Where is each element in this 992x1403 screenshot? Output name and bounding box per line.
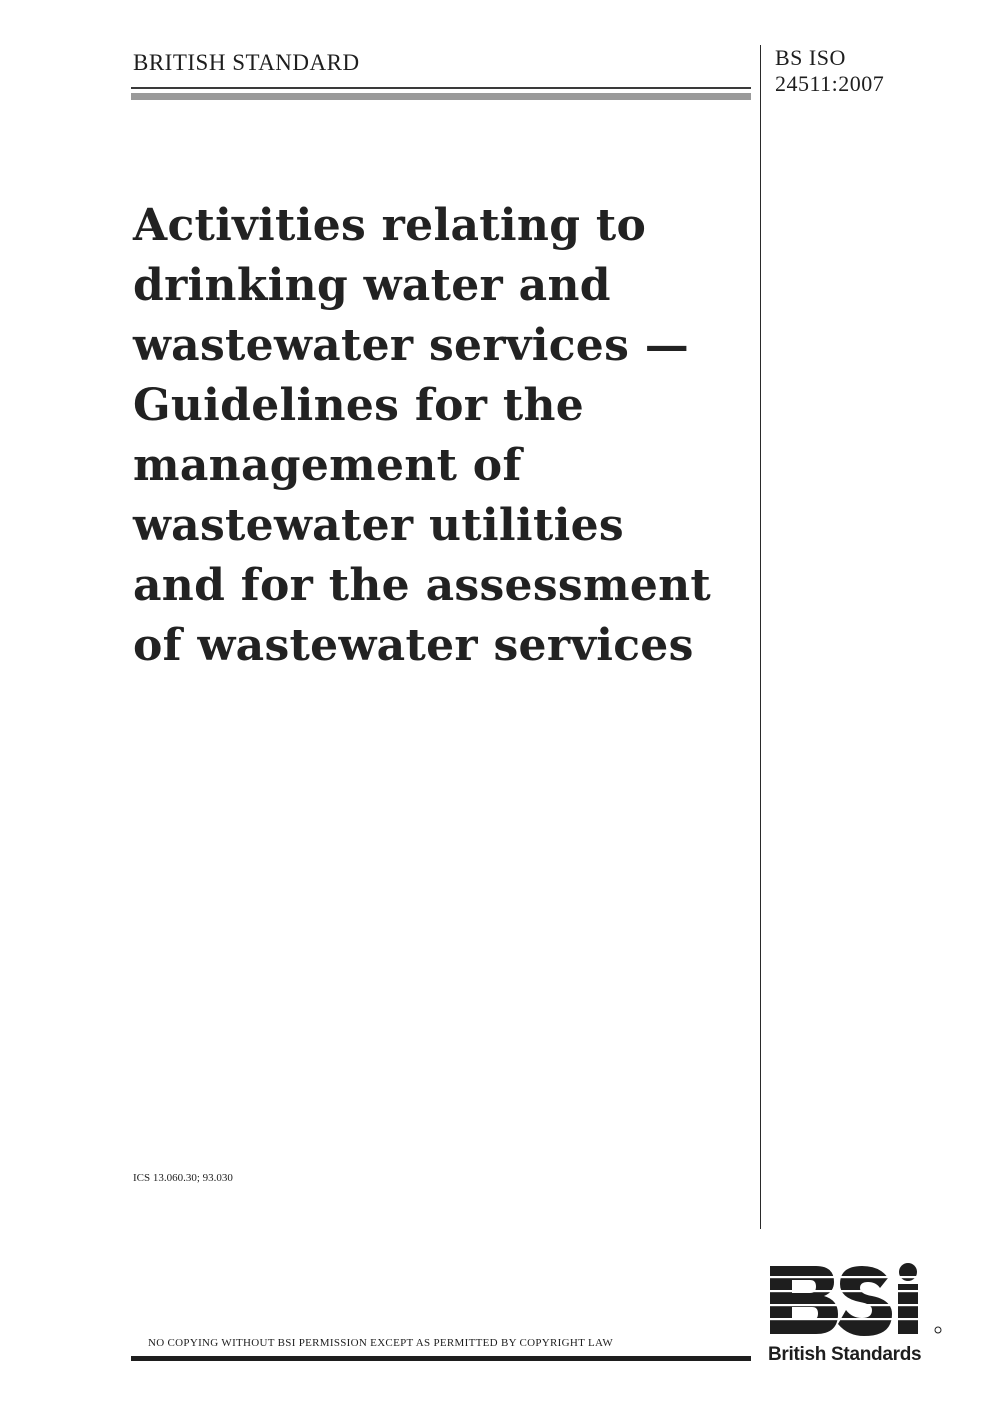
title-line: Guidelines for the	[133, 380, 585, 431]
standard-number	[775, 45, 884, 97]
document-title	[133, 196, 758, 676]
standard-number-line-2: 24511:2007	[775, 71, 885, 96]
header-rule-thick	[131, 93, 751, 100]
title-line: of wastewater services	[133, 620, 694, 671]
title-line: drinking water and	[133, 260, 611, 311]
ics-code: ICS 13.060.30; 93.030	[133, 1172, 233, 1184]
title-line: wastewater services —	[133, 320, 690, 371]
logo-caption: British Standards	[768, 1344, 922, 1365]
title-line: Activities relating to	[133, 200, 647, 251]
copyright-notice: NO COPYING WITHOUT BSI PERMISSION EXCEPT AS PERMITTED BY COPYRIGHT LAW	[148, 1337, 614, 1349]
title-line: wastewater utilities	[133, 500, 624, 551]
header-rule-thin	[131, 87, 751, 89]
column-divider	[760, 45, 761, 1229]
footer-rule	[131, 1356, 751, 1361]
title-line: management of	[133, 440, 522, 491]
title-line: and for the assessment	[133, 560, 712, 611]
standard-number-line-1: BS ISO	[775, 45, 846, 70]
document-type-label: BRITISH STANDARD	[133, 50, 360, 75]
